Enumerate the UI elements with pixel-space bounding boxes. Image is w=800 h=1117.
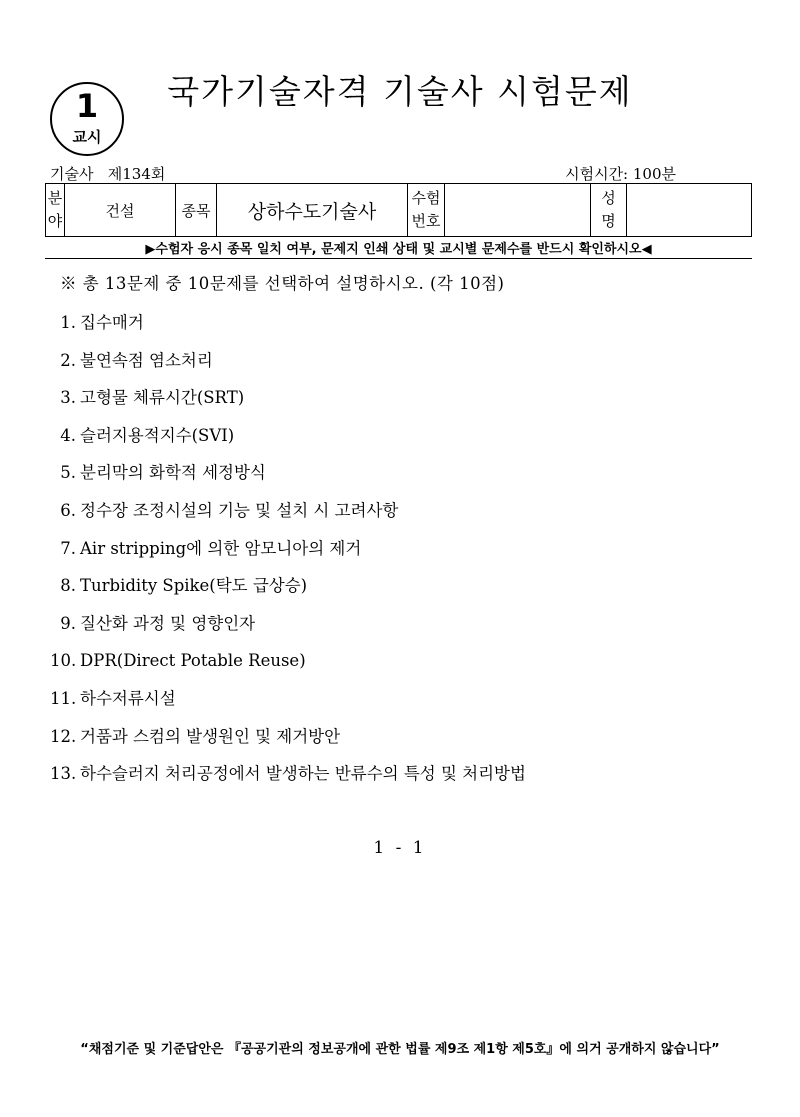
exam-number-field[interactable]: [445, 184, 591, 237]
question-text: Air stripping에 의한 암모니아의 제거: [80, 538, 362, 558]
name-label-top: 성: [601, 189, 616, 207]
question-text: DPR(Direct Potable Reuse): [80, 651, 306, 671]
question-item: [50, 684, 526, 722]
field-label-cell: [46, 184, 65, 237]
question-item: [50, 646, 526, 684]
question-text: 정수장 조정시설의 기능 및 설치 시 고려사항: [80, 500, 399, 520]
question-number: 9.: [60, 613, 76, 633]
period-number: 1: [75, 87, 99, 125]
question-item: [50, 759, 526, 797]
field-label-top: 분: [47, 189, 63, 207]
question-list: [50, 308, 526, 797]
period-badge: [50, 82, 124, 156]
exam-time: 시험시간: 100분: [565, 165, 676, 183]
exam-number-label-top: 수험: [411, 189, 441, 207]
question-text: 질산화 과정 및 영향인자: [80, 613, 256, 633]
question-number: 10.: [50, 651, 77, 671]
question-item: [50, 458, 526, 496]
name-label-bottom: 명: [601, 212, 616, 230]
period-label: 교시: [72, 128, 102, 146]
question-number: 12.: [50, 726, 77, 746]
question-text: 고형물 체류시간(SRT): [80, 388, 245, 408]
question-item: [50, 308, 526, 346]
page-number: 1 - 1: [373, 838, 427, 858]
question-item: [50, 722, 526, 760]
question-item: [50, 571, 526, 609]
question-number: 2.: [60, 350, 76, 370]
field-label-bottom: 야: [47, 212, 63, 230]
question-item: [50, 421, 526, 459]
verification-notice: ▶수험자 응시 종목 일치 여부, 문제지 인쇄 상태 및 교시별 문제수를 반드시 확인하시오◀: [145, 242, 652, 257]
question-number: 1.: [60, 313, 76, 332]
exam-number-label-bottom: 번호: [411, 212, 441, 230]
question-text: Turbidity Spike(탁도 급상승): [80, 576, 308, 596]
question-number: 8.: [60, 576, 76, 596]
question-text: 집수매거: [80, 313, 144, 332]
question-item: [50, 534, 526, 572]
question-item: [50, 346, 526, 384]
question-item: [50, 609, 526, 647]
question-item: [50, 496, 526, 534]
page-title: 국가기술자격 기술사 시험문제: [167, 72, 633, 111]
question-number: 4.: [60, 425, 76, 445]
subject-value: 상하수도기술사: [217, 184, 408, 237]
exam-number-label-cell: [408, 184, 445, 237]
question-number: 3.: [60, 388, 76, 408]
question-text: 슬러지용적지수(SVI): [80, 425, 235, 445]
question-text: 분리막의 화학적 세정방식: [80, 463, 266, 483]
question-number: 7.: [60, 538, 76, 558]
question-item: [50, 383, 526, 421]
field-value: 건설: [65, 184, 176, 237]
question-text: 불연속점 염소처리: [80, 350, 213, 370]
instruction-text: ※ 총 13문제 중 10문제를 선택하여 설명하시오. (각 10점): [60, 274, 505, 293]
question-text: 거품과 스컴의 발생원인 및 제거방안: [80, 726, 341, 746]
name-label-cell: [591, 184, 627, 237]
question-text: 하수슬러지 처리공정에서 발생하는 반류수의 특성 및 처리방법: [80, 764, 526, 784]
question-number: 13.: [50, 764, 77, 784]
question-number: 5.: [60, 463, 76, 483]
header-divider: [45, 258, 752, 259]
question-number: 11.: [50, 688, 77, 708]
candidate-info-table: [45, 183, 752, 237]
question-number: 6.: [60, 500, 76, 520]
question-text: 하수저류시설: [80, 688, 176, 708]
exam-round: 기술사 제134회: [50, 165, 166, 183]
subject-label: 종목: [176, 184, 217, 237]
name-field[interactable]: [627, 184, 752, 237]
disclosure-footer: “채점기준 및 기준답안은 『공공기관의 정보공개에 관한 법률 제9조 제1항 제5호』에 의거 공개하지 않습니다”: [80, 1042, 720, 1057]
